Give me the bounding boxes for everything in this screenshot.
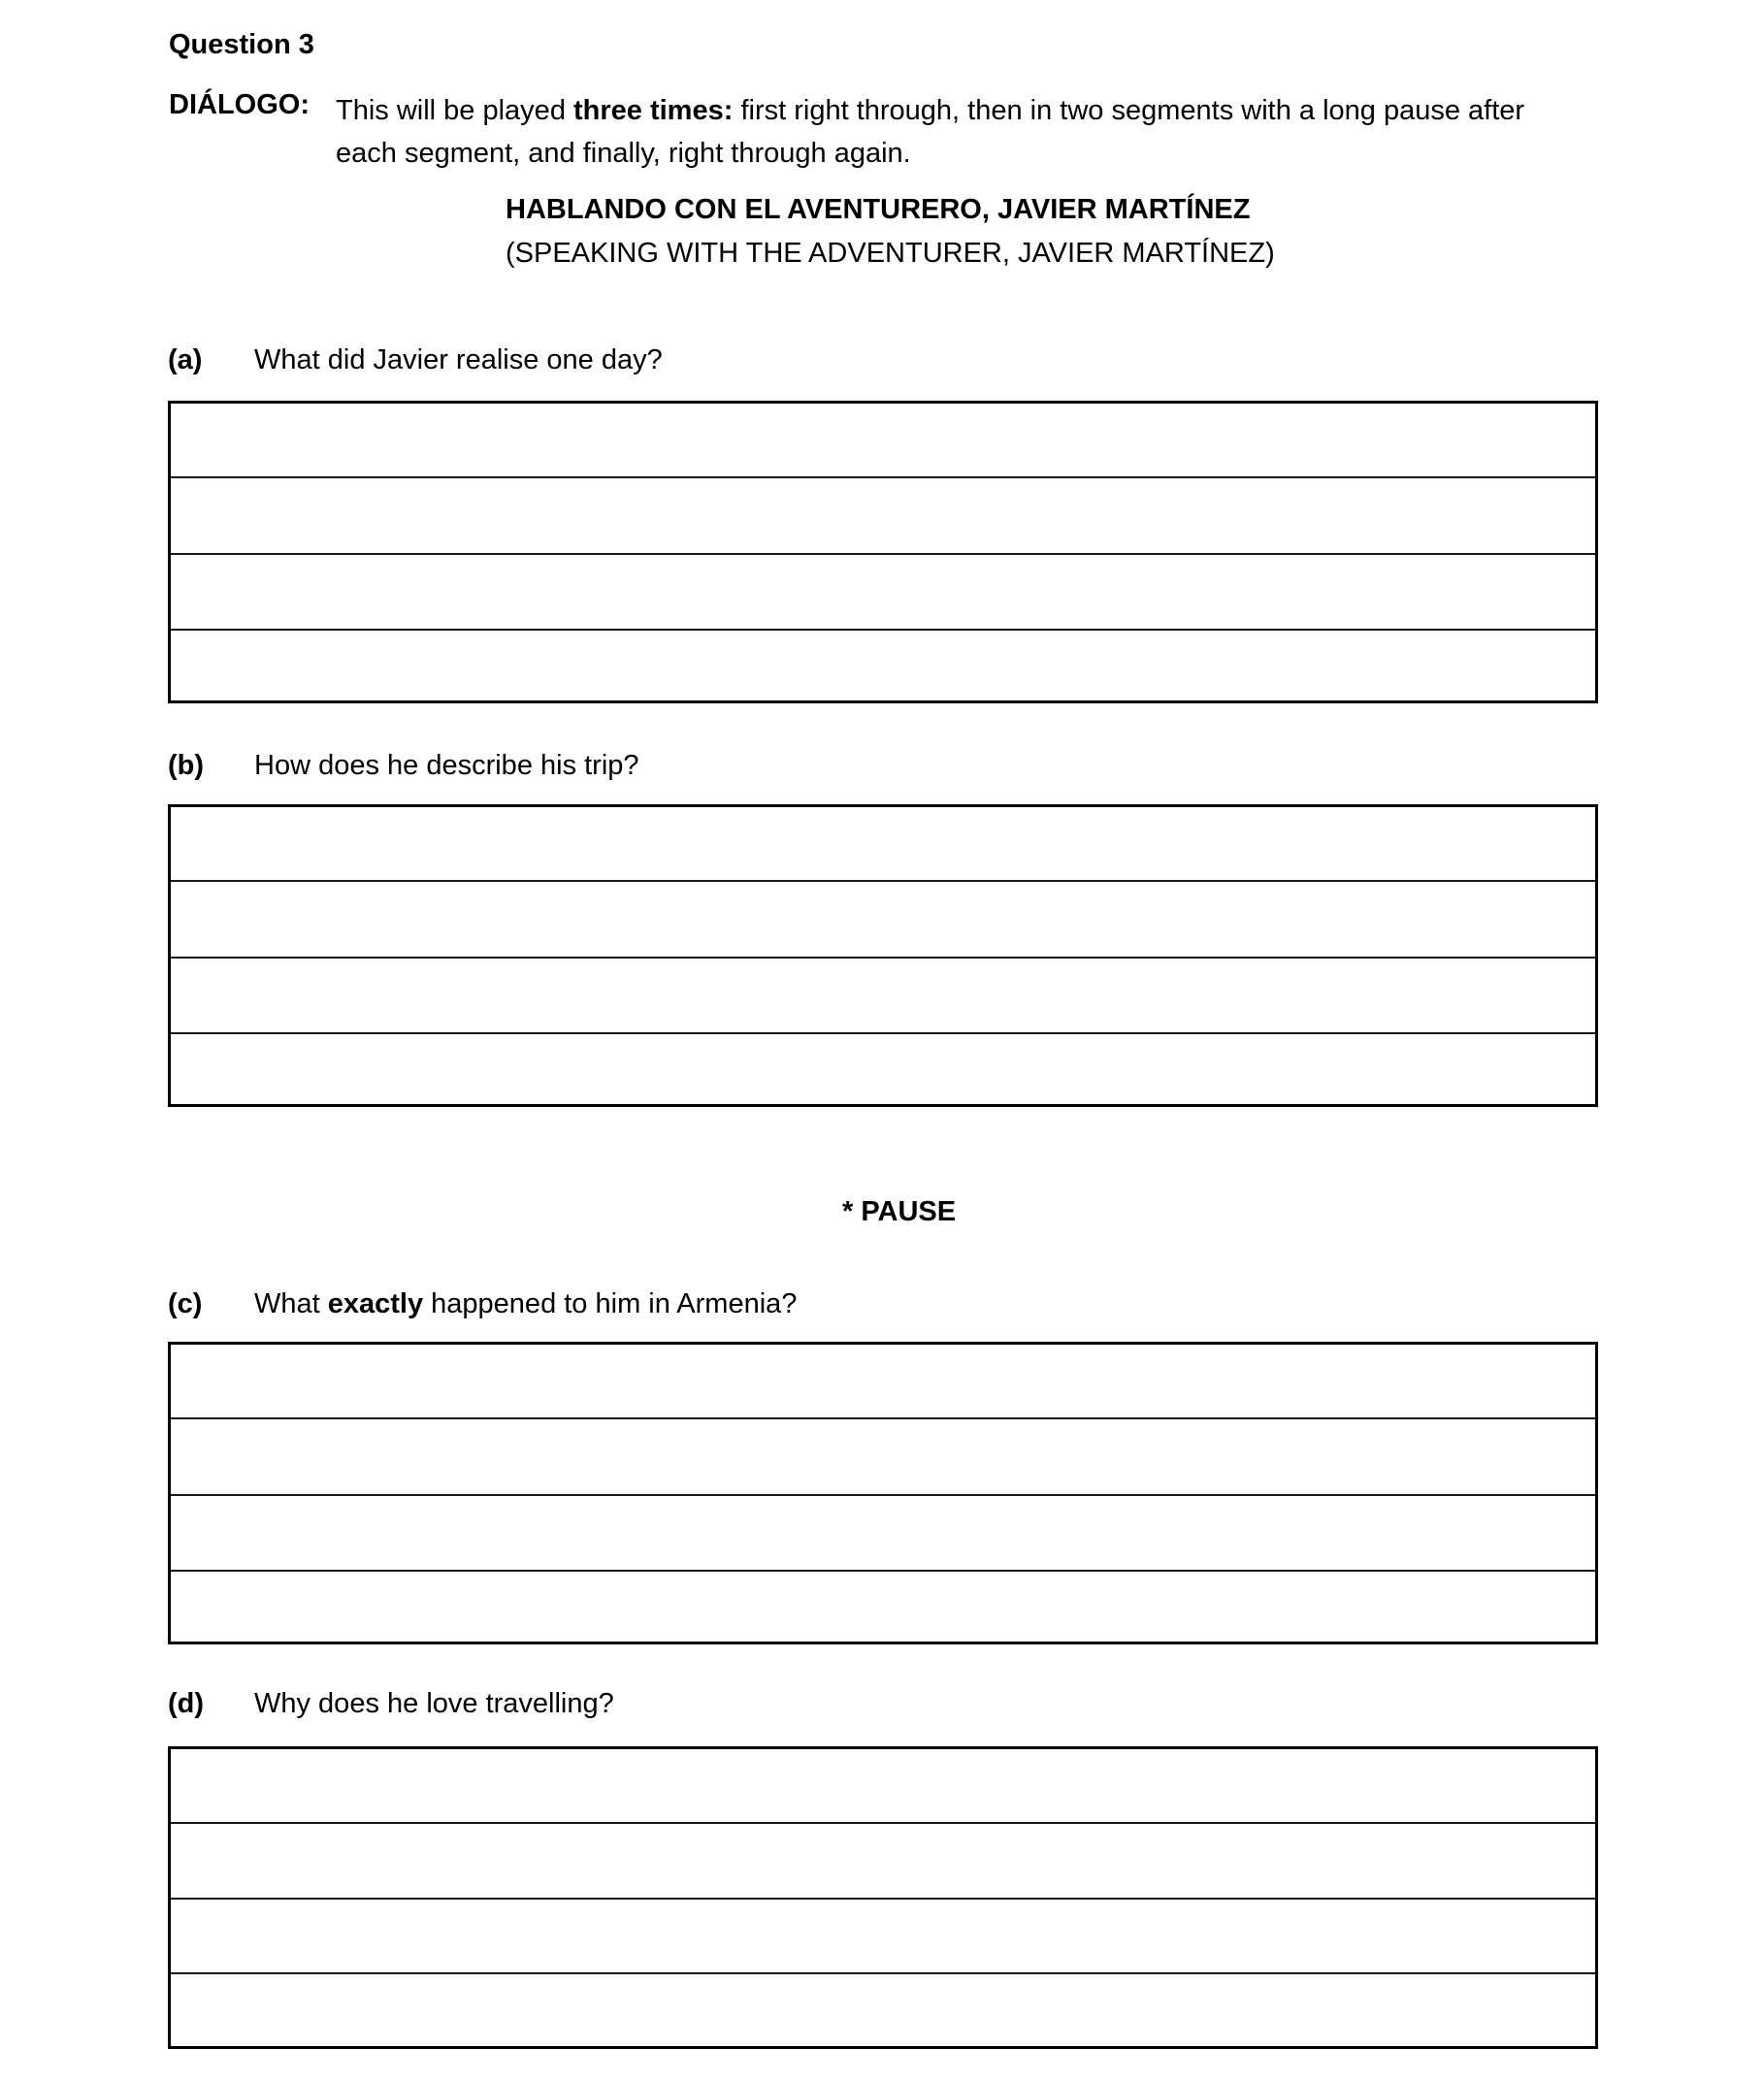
dialogue-translation: (SPEAKING WITH THE ADVENTURER, JAVIER MARTÍNEZ): [506, 238, 1275, 269]
answer-box-d[interactable]: [168, 1746, 1598, 2049]
question-b-text: [254, 750, 639, 782]
answer-line: [171, 1972, 1595, 1974]
answer-line: [171, 880, 1595, 882]
instructions-text: This will be played: [336, 95, 573, 126]
question-a-label: (a): [168, 344, 203, 375]
answer-line: [171, 1570, 1595, 1572]
question-title: Question 3: [169, 29, 314, 60]
dialogue-title: HABLANDO CON EL AVENTURERO, JAVIER MARTÍNEZ: [506, 194, 1251, 225]
answer-line: [171, 553, 1595, 555]
question-c-text: [254, 1288, 797, 1320]
answer-box-a[interactable]: [168, 401, 1598, 703]
answer-box-c[interactable]: [168, 1342, 1598, 1644]
answer-line: [171, 957, 1595, 959]
instructions-text-cont: first right through, then in two segments with a long pause after each segment, and finally, right through again.: [336, 95, 1525, 169]
answer-box-b[interactable]: [168, 804, 1598, 1107]
question-c-label: (c): [168, 1288, 203, 1319]
instructions-emphasis: three times:: [573, 95, 734, 126]
question-c-emphasis: exactly: [327, 1288, 424, 1319]
question-b-text-part: How does he describe his trip?: [254, 750, 639, 781]
answer-line: [171, 1898, 1595, 1900]
answer-line: [171, 1494, 1595, 1496]
question-d-label: (d): [168, 1688, 205, 1719]
answer-line: [171, 1822, 1595, 1824]
answer-line: [171, 476, 1595, 478]
question-a-text-part: What did Javier realise one day?: [254, 344, 663, 375]
question-b-label: (b): [168, 750, 205, 781]
pause-marker: * PAUSE: [842, 1196, 957, 1227]
question-c-text-part: happened to him in Armenia?: [423, 1288, 798, 1319]
question-a-text: [254, 344, 663, 376]
dialogue-label: DIÁLOGO:: [169, 89, 310, 120]
question-d-text-part: Why does he love travelling?: [254, 1688, 614, 1719]
question-d-text: [254, 1688, 614, 1720]
answer-line: [171, 629, 1595, 631]
question-c-text-part: What: [254, 1288, 328, 1319]
dialogue-instructions: [336, 89, 1587, 175]
answer-line: [171, 1032, 1595, 1034]
answer-line: [171, 1417, 1595, 1419]
